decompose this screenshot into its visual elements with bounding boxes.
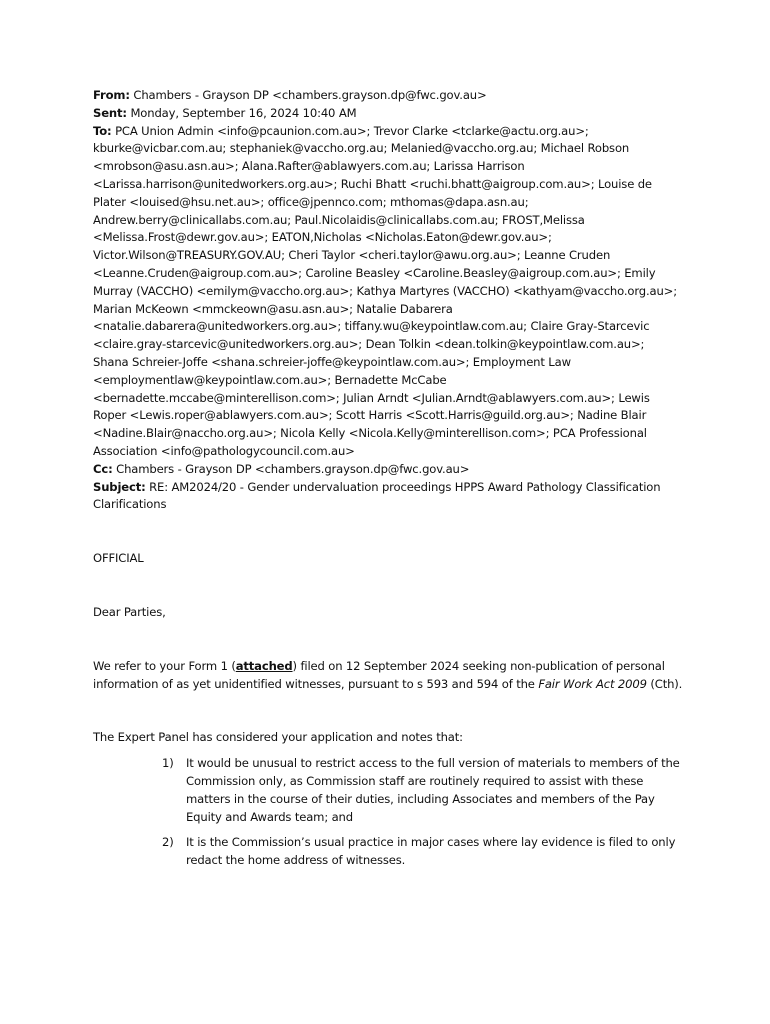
- list-item: [93, 755, 683, 826]
- subject-label: Subject:: [93, 479, 146, 494]
- para1-text-b: ) filed on 12 September 2024 seeking non-publication of personal information of as yet unidentified witnesses, pursuant to s 593 and 594 of the: [93, 658, 665, 691]
- salutation: Dear Parties,: [93, 604, 166, 619]
- cc-value: Chambers - Grayson DP <chambers.grayson.dp@fwc.gov.au>: [116, 461, 470, 476]
- list-item-number: 1): [162, 756, 174, 771]
- list-item: [93, 834, 683, 870]
- email-document: [93, 87, 683, 878]
- cc-line: [93, 461, 683, 479]
- sent-value: Monday, September 16, 2024 10:40 AM: [130, 105, 357, 120]
- classification-marking: OFFICIAL: [93, 551, 144, 566]
- attached-link[interactable]: attached: [235, 658, 293, 673]
- subject-line: [93, 479, 683, 515]
- para1-text-a: We refer to your Form 1 (: [93, 658, 236, 673]
- paragraph-form-reference: [93, 658, 683, 694]
- cc-label: Cc:: [93, 461, 113, 476]
- list-item-text: It is the Commission’s usual practice in major cases where lay evidence is filed to only redact the home address of witnesses.: [186, 835, 676, 868]
- sent-line: [93, 105, 683, 123]
- numbered-list: [93, 755, 683, 870]
- from-value: Chambers - Grayson DP <chambers.grayson.dp@fwc.gov.au>: [133, 88, 487, 102]
- sent-label: Sent:: [93, 105, 127, 120]
- subject-value: RE: AM2024/20 - Gender undervaluation proceedings HPPS Award Pathology Classification Clarifications: [93, 479, 661, 512]
- to-label: To:: [93, 123, 112, 138]
- from-label: From:: [93, 88, 130, 102]
- act-title: Fair Work Act 2009: [538, 676, 647, 691]
- paragraph-panel-notes: The Expert Panel has considered your application and notes that:: [93, 730, 463, 745]
- to-line: [93, 123, 683, 461]
- list-item-text: It would be unusual to restrict access to the full version of materials to members of the Commission only, as Commission staff are routinely required to assist with these matters in the course of their duties, including Associates and members of the Pay Equity and Awards team; and: [186, 756, 680, 824]
- to-value: PCA Union Admin <info@pcaunion.com.au>; Trevor Clarke <tclarke@actu.org.au>; kburke@vicbar.com.au; stephaniek@vaccho.org.au; Melanied@vaccho.org.au; Michael Robson <mrobson@asu.asn.au>; Alana.Rafter@ablawyers.com.au; Larissa Harrison <Larissa.harrison@unitedworkers.org.au>; Ruchi Bhatt <ruchi.bhatt@aigroup.com.au>; Louise de Plater <louised@hsu.net.au>; office@jpennco.com; mthomas@dapa.asn.au; Andrew.berry@clinicallabs.com.au; Paul.Nicolaidis@clinicallabs.com.au; FROST,Melissa <Melissa.Frost@dewr.gov.au>; EATON,Nicholas <Nicholas.Eaton@dewr.gov.au>; Victor.Wilson@TREASURY.GOV.AU; Cheri Taylor <cheri.taylor@awu.org.au>; Leanne Cruden <Leanne.Cruden@aigroup.com.au>; Caroline Beasley <Caroline.Beasley@aigroup.com.au>; Emily Murray (VACCHO) <emilym@vaccho.org.au>; Kathya Martyres (VACCHO) <kathyam@vaccho.org.au>; Marian McKeown <mmckeown@asu.asn.au>; Natalie Dabarera <natalie.dabarera@unitedworkers.org.au>; tiffany.wu@keypointlaw.com.au; Claire Gray-Starcevic <claire.gray-starcevic@unitedworkers.org.au>; Dean Tolkin <dean.tolkin@keypointlaw.com.au>; Shana Schreier-Joffe <shana.schreier-joffe@keypointlaw.com.au>; Employment Law <employmentlaw@keypointlaw.com.au>; Bernadette McCabe <bernadette.mccabe@minterellison.com>; Julian Arndt <Julian.Arndt@ablawyers.com.au>; Lewis Roper <Lewis.roper@ablawyers.com.au>; Scott Harris <Scott.Harris@guild.org.au>; Nadine Blair <Nadine.Blair@naccho.org.au>; Nicola Kelly <Nicola.Kelly@minterellison.com>; PCA Professional Association <info@pathologycouncil.com.au>: [93, 123, 677, 458]
- from-line: [93, 87, 683, 105]
- email-header: [93, 87, 683, 514]
- para1-text-c: (Cth).: [646, 676, 683, 691]
- list-item-number: 2): [162, 835, 174, 850]
